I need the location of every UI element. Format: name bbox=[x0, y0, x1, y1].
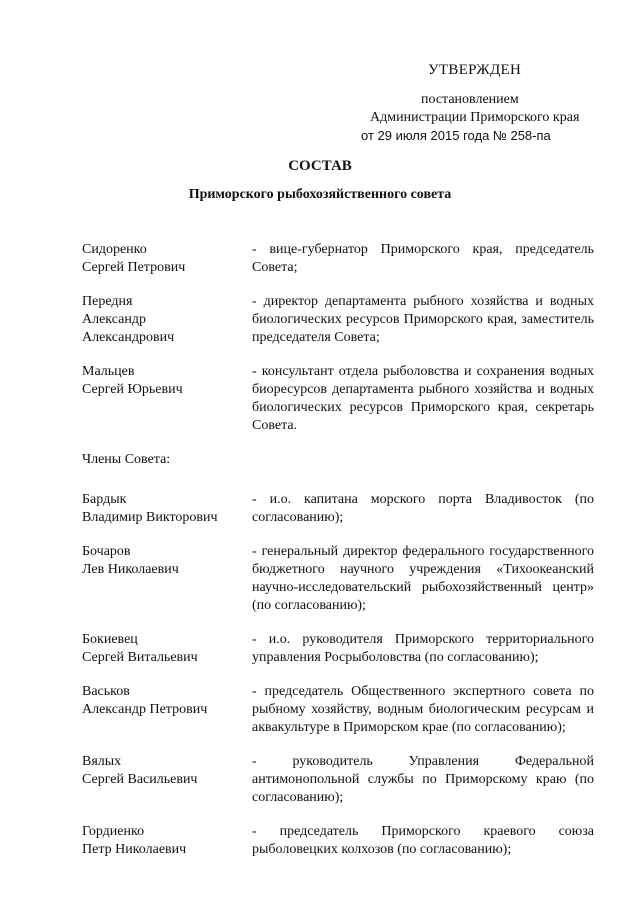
approval-resolution: постановлением bbox=[421, 92, 519, 107]
member-role: - консультант отдела рыболовства и сохранения водных биоресурсов департамента рыбного хозяйства и водных биологических ресурсов Приморского края, секретарь Совета. bbox=[252, 364, 594, 433]
member-surname: Васьков bbox=[82, 684, 130, 699]
member-given-name: Владимир Викторович bbox=[82, 510, 218, 525]
member-name bbox=[82, 683, 252, 737]
approval-date-number: от 29 июля 2015 года № 258-па bbox=[361, 128, 551, 143]
member-name bbox=[82, 823, 252, 859]
member-role: - генеральный директор федерального государственного бюджетного научного учреждения «Тихоокеанский научно-исследовательский рыбохозяйственный центр» (по согласованию); bbox=[252, 544, 594, 613]
member-role: - и.о. руководителя Приморского территориального управления Росрыболовства (по согласованию); bbox=[252, 632, 594, 665]
member-row bbox=[82, 683, 594, 737]
member-name bbox=[82, 753, 252, 807]
member-role: - председатель Приморского краевого союза рыболовецких колхозов (по согласованию); bbox=[252, 824, 594, 857]
member-given-name: Сергей Петрович bbox=[82, 260, 186, 275]
approved-heading: УТВЕРЖДЕН bbox=[428, 62, 522, 78]
member-row bbox=[82, 631, 594, 667]
member-surname: Мальцев bbox=[82, 364, 135, 379]
member-surname: Бочаров bbox=[82, 544, 131, 559]
member-patronymic: Александрович bbox=[82, 330, 175, 345]
member-name bbox=[82, 293, 252, 347]
document-subtitle: Приморского рыбохозяйственного совета bbox=[188, 187, 452, 202]
member-row bbox=[82, 293, 594, 347]
member-row bbox=[82, 543, 594, 615]
member-row bbox=[82, 823, 594, 859]
member-given-name: Сергей Васильевич bbox=[82, 772, 198, 787]
member-name bbox=[82, 241, 252, 277]
document-title: СОСТАВ bbox=[288, 158, 352, 174]
member-name bbox=[82, 491, 252, 527]
member-surname: Бардык bbox=[82, 492, 127, 507]
member-row bbox=[82, 491, 594, 527]
member-surname: Бокиевец bbox=[82, 632, 138, 647]
member-surname: Сидоренко bbox=[82, 242, 147, 257]
member-given-name: Сергей Витальевич bbox=[82, 650, 198, 665]
member-surname: Гордиенко bbox=[82, 824, 145, 839]
approval-authority: Администрации Приморского края bbox=[370, 110, 580, 125]
member-surname: Передня bbox=[82, 294, 133, 309]
member-given-name: Петр Николаевич bbox=[82, 842, 187, 857]
member-given-name: Сергей Юрьевич bbox=[82, 382, 183, 397]
member-name bbox=[82, 543, 252, 615]
members-section-label: Члены Совета: bbox=[82, 452, 171, 467]
member-role: - и.о. капитана морского порта Владивосток (по согласованию); bbox=[252, 492, 594, 525]
council-composition bbox=[82, 241, 594, 875]
member-name bbox=[82, 363, 252, 435]
member-row bbox=[82, 241, 594, 277]
member-role: - вице-губернатор Приморского края, председатель Совета; bbox=[252, 242, 594, 275]
member-given-name: Александр Петрович bbox=[82, 702, 208, 717]
member-row bbox=[82, 363, 594, 435]
member-given-name: Лев Николаевич bbox=[82, 562, 179, 577]
member-role: - руководитель Управления Федеральной антимонопольной службы по Приморскому краю (по согласованию); bbox=[252, 754, 594, 805]
member-role: - председатель Общественного экспертного совета по рыбному хозяйству, водным биологическим ресурсам и аквакультуре в Приморском крае (по согласованию); bbox=[252, 684, 594, 735]
member-given-name: Александр bbox=[82, 312, 146, 327]
member-surname: Вялых bbox=[82, 754, 122, 769]
member-name bbox=[82, 631, 252, 667]
member-role: - директор департамента рыбного хозяйства и водных биологических ресурсов Приморского края, заместитель председателя Совета; bbox=[252, 294, 594, 345]
member-row bbox=[82, 753, 594, 807]
